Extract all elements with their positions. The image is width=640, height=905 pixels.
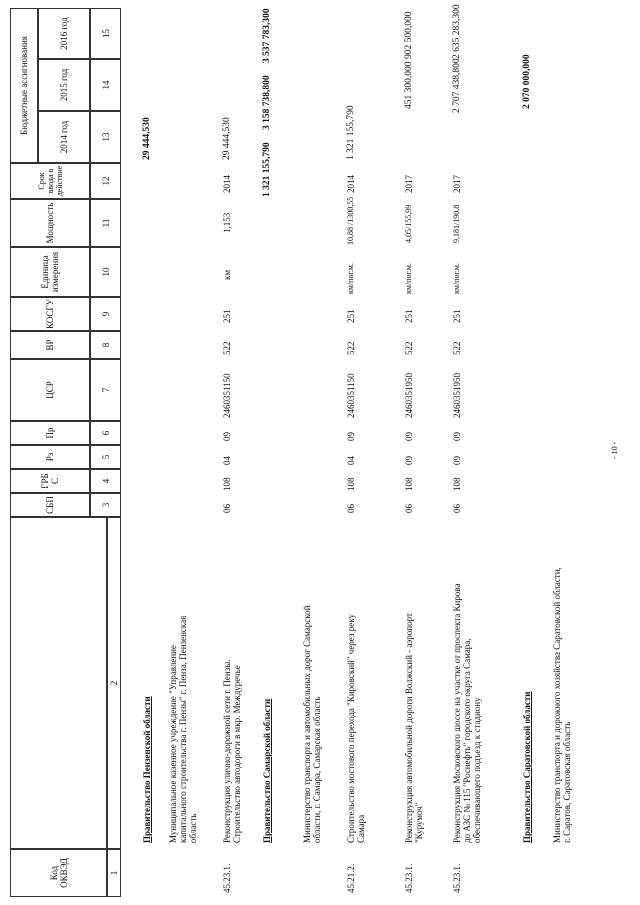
cell-2016: 2 635 283,300 [452,4,462,59]
header-deadline-text: Срок ввода в действие [36,165,64,197]
header-budget [10,8,38,163]
header-csr [10,359,90,421]
cell-pr: 09 [404,432,414,441]
okved-code: 45.23.1. [404,863,414,893]
colnum-4-text: 4 [100,478,111,484]
header-rz-text: Рз [45,452,55,462]
penza-total-2014: 29 444,530 [142,117,152,160]
colnum-15-text: 15 [100,29,111,38]
colnum-5 [90,445,121,469]
colnum-8 [90,331,121,359]
region-heading-saratov: Правительство Саратовской области [522,691,532,843]
cell-grbs: 108 [346,477,356,491]
header-budget-text: Бюджетные ассигнования [19,36,29,135]
region-heading-penza: Правительство Пензенской области [142,696,152,843]
colnum-2 [107,517,121,849]
colnum-3 [90,493,121,517]
cell-unit: км/пог.м. [452,263,461,294]
colnum-2-text: 2 [109,680,119,686]
okved-code: 45.23.1. [452,863,462,893]
penza-org: Муниципальное казенное учреждение "Управление капитального строительства г. Пензы" г. Пенза, Пензенская область [168,615,198,843]
cell-2016: 902 500,000 [404,11,414,59]
cell-grbs: 108 [452,477,462,491]
cell-vr: 522 [404,341,414,355]
colnum-10 [90,247,121,297]
colnum-7 [90,359,121,421]
cell-2014: 1 321 155,790 [346,105,356,160]
cell-power: 1,153 [222,212,232,233]
cell-kosgu: 251 [346,309,356,323]
header-2015-text: 2015 год [59,68,69,102]
cell-vr: 522 [452,341,462,355]
cell-sbp: 06 [222,504,232,513]
samara-total-2016: 3 537 783,300 [262,8,272,63]
cell-vr: 522 [346,341,356,355]
cell-rz: 04 [346,456,356,465]
cell-pr: 09 [346,432,356,441]
cell-vr: 522 [222,341,232,355]
colnum-15 [90,8,121,59]
header-power-text: Мощность [45,202,55,244]
cell-pr: 09 [222,432,232,441]
cell-power: 10,88 /1300,55 [346,196,355,245]
page-number: - 10 - [610,441,619,459]
cell-rz: 04 [222,456,232,465]
colnum-4 [90,469,121,493]
colnum-9-text: 9 [100,311,111,317]
cell-sbp: 06 [346,504,356,513]
cell-power: 9,181/190,8 [452,204,461,243]
header-unit [10,247,90,297]
cell-kosgu: 251 [404,309,414,323]
header-sbp [10,493,90,517]
cell-2015: 451 300,000 [404,61,414,109]
header-power [10,199,90,247]
cell-2015: 2 707 438,800 [452,58,462,113]
cell-grbs: 108 [404,477,414,491]
cell-csr: 2460351150 [222,373,232,418]
header-rz [10,445,90,469]
samara-total-2014: 1 321 155,790 [262,142,272,197]
cell-unit: км/пог.м. [404,263,413,294]
colnum-7-text: 7 [100,387,111,393]
colnum-13 [90,111,121,163]
cell-csr: 2460351950 [404,373,414,418]
header-2014 [38,111,90,163]
samara-org: Министерство транспорта и автомобильных дорог Самарской области, г. Самара, Самарская область [302,605,322,843]
colnum-11 [90,199,121,247]
cell-sbp: 06 [404,504,414,513]
cell-kosgu: 251 [222,309,232,323]
cell-sbp: 06 [452,504,462,513]
header-pr [10,421,90,445]
cell-deadline: 2014 [222,175,232,193]
region-heading-samara: Правительство Самарской области [262,698,272,843]
colnum-5-text: 5 [100,454,111,460]
header-2016 [38,8,90,59]
header-kosgu-text: КОСГУ [45,299,55,329]
cell-grbs: 108 [222,477,232,491]
colnum-12 [90,163,121,199]
header-name [10,517,107,849]
colnum-1 [107,849,121,897]
saratov-total-2015: 2 070 000,000 [522,54,532,109]
colnum-9 [90,297,121,331]
header-grbs-text: ГРБ С [40,473,60,489]
header-vr [10,331,90,359]
header-2014-text: 2014 год [59,120,69,154]
cell-deadline: 2014 [346,175,356,193]
colnum-6 [90,421,121,445]
header-unit-text: Единица измерения [40,251,60,293]
cell-deadline: 2017 [404,175,414,193]
header-okved-text: Код ОКВЭД [48,858,69,888]
colnum-11-text: 11 [100,218,111,228]
colnum-3-text: 3 [100,502,111,508]
okved-code: 45.23.1. [222,863,232,893]
colnum-14-text: 14 [100,80,111,90]
colnum-8-text: 8 [100,342,111,348]
colnum-12-text: 12 [100,176,111,186]
colnum-10-text: 10 [100,267,111,277]
header-kosgu [10,297,90,331]
cell-rz: 09 [452,456,462,465]
cell-unit: км/пог.м. [346,263,355,294]
header-2015 [38,59,90,111]
cell-2014: 29 444,530 [222,117,232,160]
object-name: Реконструкция Московского шоссе на участке от проспекта Кирова до АЗС № 115 "Роснефть" городского округа Самара, обеспечивающего подъезд к стадиону [452,583,482,843]
cell-pr: 09 [452,432,462,441]
cell-kosgu: 251 [452,309,462,323]
cell-rz: 09 [404,456,414,465]
cell-csr: 2460351950 [452,373,462,418]
header-csr-text: ЦСР [45,381,55,399]
header-sbp-text: СБП [45,496,55,514]
header-2016-text: 2016 год [59,17,69,50]
object-name: Реконструкция автомобильной дороги Волжский - аэропорт "Курумоч" [404,613,424,843]
header-grbs [10,469,90,493]
colnum-13-text: 13 [100,132,111,142]
header-pr-text: Пр [45,427,55,439]
colnum-6-text: 6 [100,430,111,436]
cell-deadline: 2017 [452,175,462,193]
colnum-14 [90,59,121,111]
object-name: Реконструкция улично-дорожной сети г. Пензы. Строительство автодороги в мкр. Междуречье [222,659,242,843]
header-okved [10,849,107,897]
object-name: Строительство мостового перехода "Кировский" через реку Самара [346,614,366,843]
cell-unit: км [222,269,232,280]
header-deadline [10,163,90,199]
samara-total-2015: 3 158 738,800 [262,75,272,130]
cell-csr: 2460351150 [346,373,356,418]
saratov-org: Министерство транспорта и дорожного хозяйства Саратовской области, г. Саратов, Саратовская область [552,567,572,843]
colnum-1-text: 1 [109,870,119,876]
okved-code: 45.21.2. [346,863,356,893]
header-vr-text: ВР [45,339,55,351]
cell-power: 4,05/155,99 [404,204,413,243]
